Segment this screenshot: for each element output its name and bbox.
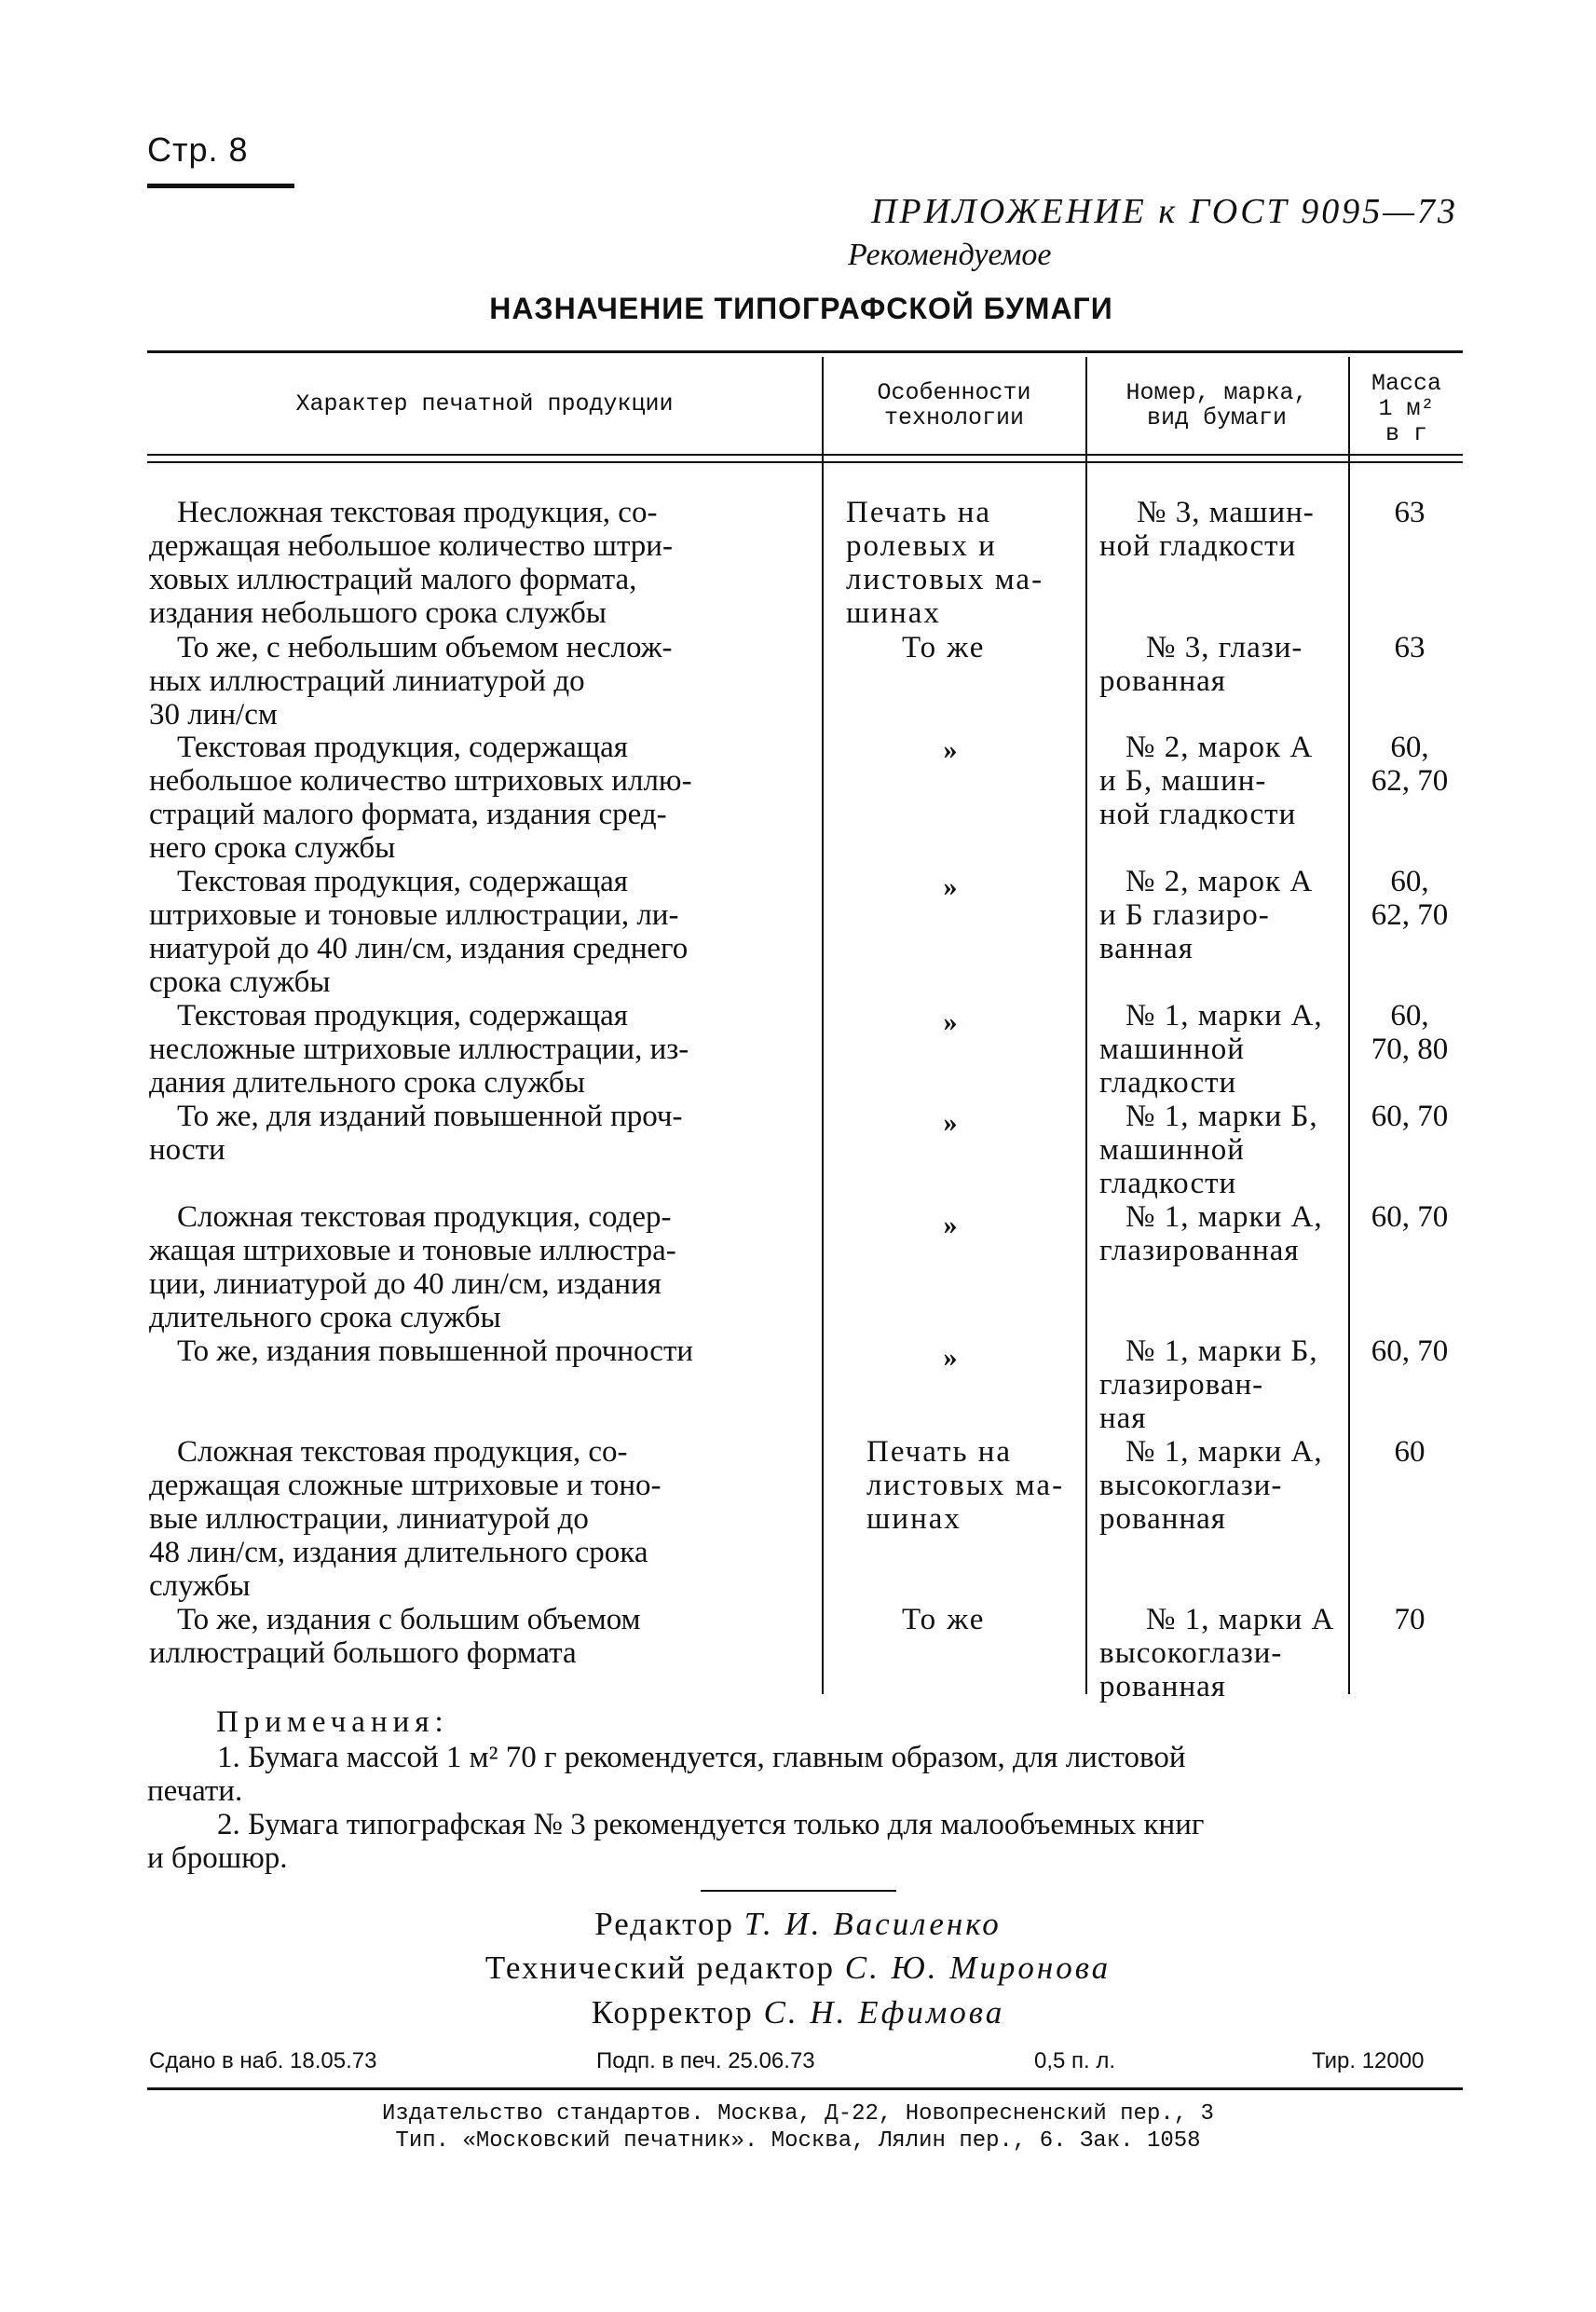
table-row-5-technology-ditto: » (943, 1006, 958, 1037)
column-divider-1 (822, 357, 824, 1694)
credit-technical-editor: Технический редактор С. Ю. Миронова (484, 1949, 1112, 1986)
page-number-underline (147, 184, 294, 188)
header-rule-2 (147, 461, 1463, 463)
table-row-4-technology-ditto: » (943, 871, 958, 902)
imprint-rule (147, 2087, 1463, 2090)
table-row-2-paper: № 3, глази- рованная (1099, 631, 1303, 698)
table-row-7-technology-ditto: » (943, 1210, 958, 1240)
credit-editor: Редактор Т. И. Василенко (594, 1906, 1002, 1942)
imprint-signed: Подп. в печ. 25.06.73 (596, 2048, 815, 2073)
imprint-print-run: Тир. 12000 (1312, 2048, 1425, 2073)
table-row-5-mass: 60, 70, 80 (1371, 999, 1449, 1066)
table-row-3-product: Текстовая продукция, содержащая небольшое количество штриховых иллю- страций малого формата, издания сред- него срока службы (149, 731, 692, 865)
table-row-9-mass: 60 (1394, 1435, 1425, 1469)
table-row-9-paper: № 1, марки А, высокоглази- рованная (1099, 1435, 1323, 1536)
table-row-8-paper: № 1, марки Б, глазирован- ная (1099, 1334, 1318, 1435)
table-row-2-mass: 63 (1394, 631, 1425, 664)
column-header-technology: Особенности технологии (877, 379, 1031, 431)
column-header-product: Характер печатной продукции (295, 390, 674, 417)
table-row-1-mass: 63 (1394, 496, 1425, 529)
imprint-submitted: Сдано в наб. 18.05.73 (149, 2048, 377, 2073)
note-1: 1. Бумага массой 1 м² 70 г рекомендуется, главным образом, для листовой печати. (147, 1741, 1186, 1808)
page-number: Стр. 8 (147, 130, 249, 169)
header-rule-1 (147, 454, 1463, 456)
table-row-7-paper: № 1, марки А, глазированная (1099, 1200, 1323, 1267)
table-row-6-product: То же, для изданий повышенной проч- ности (149, 1100, 683, 1167)
table-row-10-paper: № 1, марки А высокоглази- рованная (1099, 1603, 1335, 1703)
table-row-10-product: То же, издания с большим объемом иллюстраций большого формата (149, 1603, 641, 1670)
table-row-2-product: То же, с небольшим объемом неслож- ных иллюстраций линиатурой до 30 лин/см (149, 631, 673, 732)
table-row-7-mass: 60, 70 (1371, 1200, 1449, 1234)
table-row-4-paper: № 2, марок А и Б глазиро- ванная (1099, 865, 1314, 965)
table-row-3-mass: 60, 62, 70 (1371, 731, 1449, 798)
table-row-5-paper: № 1, марки А, машинной гладкости (1099, 999, 1323, 1100)
note-2: 2. Бумага типографская № 3 рекомендуется только для малообъемных книг и брошюр. (147, 1808, 1205, 1875)
table-row-6-paper: № 1, марки Б, машинной гладкости (1099, 1100, 1318, 1200)
table-row-8-technology-ditto: » (943, 1342, 958, 1373)
imprint-sheets: 0,5 п. л. (1034, 2048, 1116, 2073)
table-row-3-paper: № 2, марок А и Б, машин- ной гладкости (1099, 731, 1314, 831)
table-row-8-mass: 60, 70 (1371, 1334, 1449, 1368)
table-row-9-product: Сложная текстовая продукция, со- держащая сложные штриховые и тоно- вые иллюстрации, линиатурой до 48 лин/см, издания длительного срока службы (149, 1435, 662, 1603)
column-header-paper: Номер, марка, вид бумаги (1125, 379, 1308, 431)
credits-divider (701, 1890, 896, 1892)
table-top-rule (147, 350, 1463, 353)
table-row-1-paper: № 3, машин- ной гладкости (1099, 496, 1315, 563)
table-row-4-product: Текстовая продукция, содержащая штриховые и тоновые иллюстрации, ли- ниатурой до 40 лин/см, издания среднего срока службы (149, 865, 689, 999)
table-row-7-product: Сложная текстовая продукция, содер- жащая штриховые и тоновые иллюстра- ции, линиатурой до 40 лин/см, издания длительного срока службы (149, 1200, 676, 1334)
table-row-2-technology: То же (902, 631, 986, 664)
table-row-6-technology-ditto: » (943, 1107, 958, 1138)
column-header-mass: Масса 1 м² в г (1371, 370, 1441, 447)
table-row-4-mass: 60, 62, 70 (1371, 865, 1449, 932)
appendix-status: Рекомендуемое (848, 238, 1052, 272)
table-row-8-product: То же, издания повышенной прочности (177, 1334, 694, 1368)
table-row-3-technology-ditto: » (943, 734, 958, 765)
publisher-line-1: Издательство стандартов. Москва, Д-22, Новопресненский пер., 3 (382, 2101, 1214, 2127)
table-row-1-product: Несложная текстовая продукция, со- держащая небольшое количество штри- ховых иллюстраций малого формата, издания небольшого срока службы (149, 496, 673, 630)
notes-title: Примечания: (216, 1705, 449, 1739)
table-row-1-technology: Печать на ролевых и листовых ма- шинах (846, 496, 1044, 630)
table-row-9-technology: Печать на листовых ма- шинах (866, 1435, 1065, 1536)
table-row-10-mass: 70 (1394, 1603, 1425, 1636)
publisher-line-2: Тип. «Московский печатник». Москва, Лялин пер., 6. Зак. 1058 (395, 2128, 1201, 2154)
table-row-10-technology: То же (902, 1603, 986, 1636)
credit-proofreader: Корректор С. Н. Ефимова (591, 1994, 1005, 2031)
table-row-5-product: Текстовая продукция, содержащая несложные штриховые иллюстрации, из- дания длительного срока службы (149, 999, 689, 1100)
appendix-heading: ПРИЛОЖЕНИЕ к ГОСТ 9095—73 (870, 192, 1458, 231)
page-title: НАЗНАЧЕНИЕ ТИПОГРАФСКОЙ БУМАГИ (489, 292, 1113, 325)
table-row-6-mass: 60, 70 (1371, 1100, 1449, 1133)
